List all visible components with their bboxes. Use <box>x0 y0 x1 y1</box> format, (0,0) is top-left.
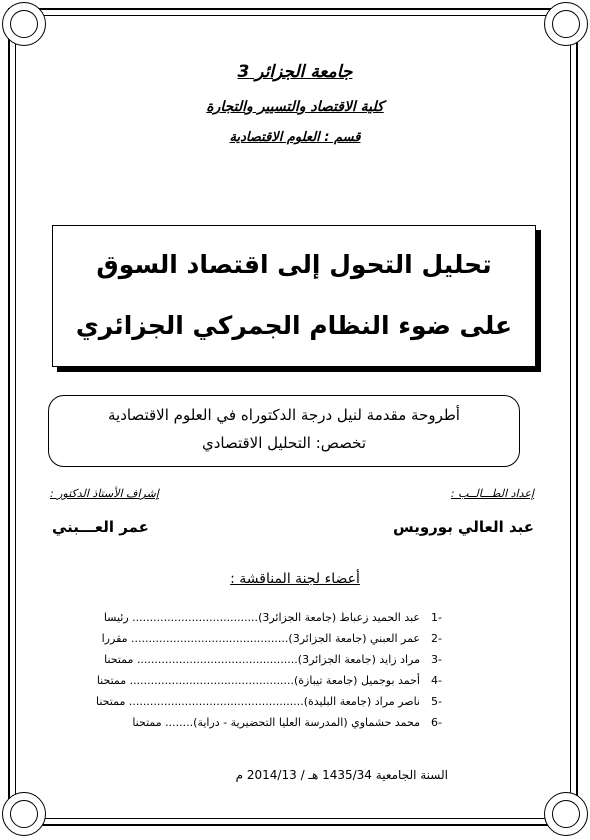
corner-ornament-top-right <box>544 2 588 46</box>
corner-ornament-top-left <box>2 2 46 46</box>
thesis-title-line-1: تحليل التحول إلى اقتصاد السوق <box>96 250 492 279</box>
member-role: مقررا <box>101 632 128 645</box>
committee-member <box>100 608 442 629</box>
committee-members-list <box>96 608 442 734</box>
member-number: -2 <box>431 632 442 645</box>
member-dots: .............................................. <box>136 653 298 666</box>
committee-member <box>96 692 442 713</box>
university-name: جامعة الجزائر 3 <box>237 62 353 82</box>
member-name: عبد الحميد زعباط (جامعة الجزائر3) <box>258 611 420 624</box>
thesis-title-line-2: على ضوء النظام الجمركي الجزائري <box>75 311 513 340</box>
member-role: ممتحنا <box>104 653 134 666</box>
member-role: ممتحنا <box>96 674 127 687</box>
member-number: -6 <box>431 716 442 729</box>
academic-year: السنة الجامعية 1435/34 هـ / 2014/13 م <box>235 768 448 782</box>
member-dots: ............................................... <box>129 674 294 687</box>
member-role: ممتحنا <box>96 695 126 708</box>
member-name: ناصر مراد (جامعة البليدة) <box>303 695 420 708</box>
corner-ornament-bottom-right <box>544 792 588 836</box>
member-dots: ........ <box>165 716 194 729</box>
committee-member <box>100 713 442 734</box>
committee-member <box>96 671 442 692</box>
member-number: -1 <box>431 611 442 624</box>
member-number: -4 <box>431 674 442 687</box>
faculty-name: كلية الاقتصاد والتسيير والتجارة <box>206 99 384 115</box>
student-label: إعداد الطـــالــب : <box>450 487 534 500</box>
member-dots: ............................................. <box>131 632 289 645</box>
committee-member <box>100 629 442 650</box>
member-number: -3 <box>431 653 442 666</box>
committee-member <box>100 650 442 671</box>
thesis-description-box <box>48 395 520 467</box>
member-number: -5 <box>431 695 442 708</box>
student-name: عبد العالي بورويس <box>393 518 534 536</box>
member-role: ممتحنا <box>132 716 162 729</box>
thesis-title-box <box>52 225 536 367</box>
member-name: محمد حشماوي (المدرسة العليا التحضيرية - دراية) <box>193 716 420 729</box>
thesis-specialization: تخصص: التحليل الاقتصادي <box>201 434 367 452</box>
corner-ornament-bottom-left <box>2 792 46 836</box>
member-dots: .................................... <box>132 611 259 624</box>
supervisor-label: إشراف الأستاذ الدكتور : <box>50 487 159 500</box>
member-name: عمر العبني (جامعة الجزائر3) <box>288 632 420 645</box>
supervisor-name: عمر العـــبني <box>52 518 149 536</box>
member-name: أحمد بوجميل (جامعة تيبازة) <box>294 674 420 687</box>
thesis-degree-text: أطروحة مقدمة لنيل درجة الدكتوراه في العلوم الاقتصادية <box>108 406 460 424</box>
member-role: رئيسا <box>103 611 129 624</box>
department-name: قسم : العلوم الاقتصادية <box>229 130 361 145</box>
member-name: مراد زايد (جامعة الجزائر3) <box>297 653 420 666</box>
member-dots: .................................................. <box>128 695 304 708</box>
committee-title: أعضاء لجنة المناقشة : <box>230 571 360 587</box>
